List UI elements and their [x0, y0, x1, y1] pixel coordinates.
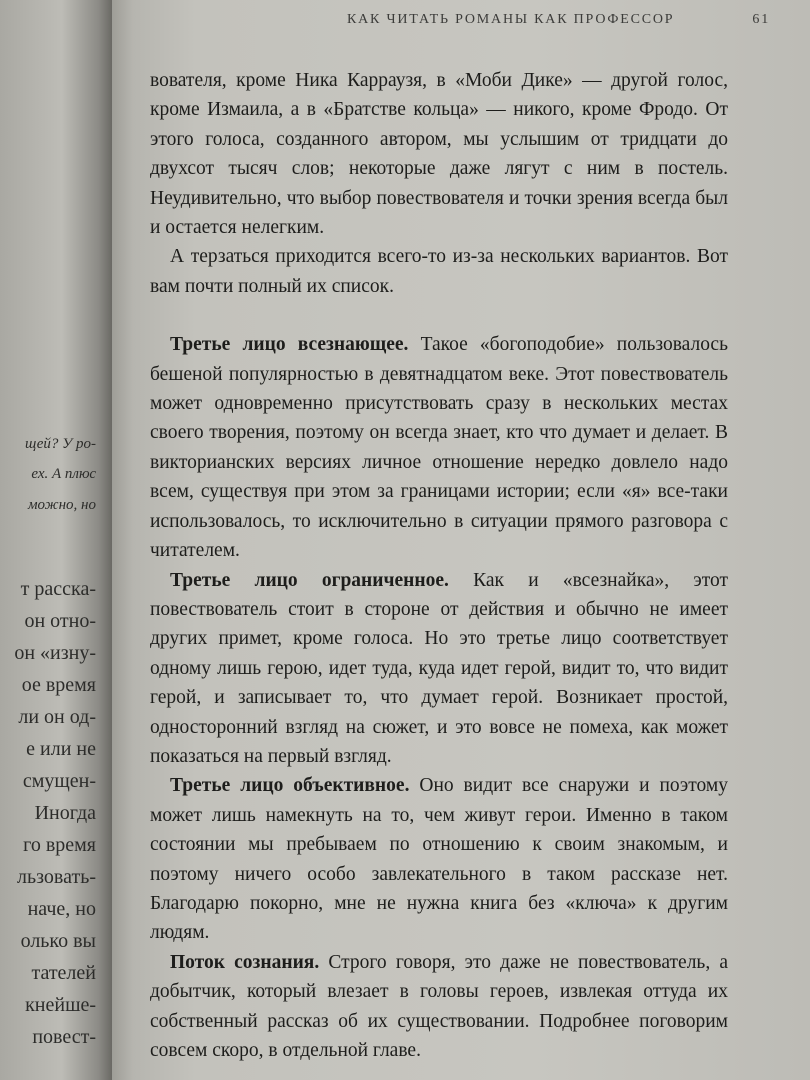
term-heading: Поток сознания. [170, 951, 320, 973]
term-description: Строго говоря, это даже не повествователь, а добытчик, который влезает в головы героев, извлекая оттуда их собственный рассказ об их существовании. Подробнее поговорим совсем скоро, в отдельной главе. [150, 951, 729, 1061]
left-page-line: олько вы [20, 930, 96, 952]
paragraph [150, 566, 728, 772]
term-description: Как и «всезнайка», этот повествователь стоит в стороне от действия и обычно не имеет других примет, кроме голоса. Но это третье лицо соответствует одному лишь герою, идет туда, куда идет герой, видит то, что видит герой, и записывает то, что думает герой. Возникает простой, односторонний взгляд на сюжет, и это вовсе не помеха, как может показаться на первый взгляд. [150, 569, 728, 767]
term-heading: Третье лицо объективное. [170, 775, 410, 797]
left-page-line: можно, но [27, 497, 96, 513]
left-page-line: щей? У ро- [25, 436, 96, 452]
term-heading: Третье лицо ограниченное. [170, 569, 449, 591]
body-text [150, 66, 728, 1065]
paragraph [150, 771, 728, 947]
left-page-line: повест- [32, 1026, 96, 1048]
page-number: 61 [752, 12, 770, 27]
paragraph: вователя, кроме Ника Карраузя, в «Моби Дике» — другой голос, кроме Измаила, а в «Братстве кольца» — никого, кроме Фродо. От этого голоса, созданного автором, мы услышим от тридцати до двухсот тысяч слов; некоторые даже лягут с ним в постель. Неудивительно, что выбор повествователя и точки зрения всегда был и остается нелегким. [150, 70, 728, 239]
left-page-line: льзовать- [17, 866, 96, 888]
left-page-line: ли он од- [18, 706, 96, 728]
paragraph [150, 330, 728, 565]
paragraph [150, 948, 728, 1066]
left-page [0, 0, 112, 1080]
left-page-line: ех. А плюс [31, 466, 96, 482]
left-page-line: тателей [31, 962, 96, 984]
left-page-line: он отно- [24, 610, 96, 632]
left-page-line: Иногда [34, 802, 96, 824]
paragraph-gap [150, 301, 728, 330]
term-description: Оно видит все снаружи и поэтому может лишь намекнуть на то, чем живут герои. Именно в таком состоянии мы пребываем по отношению к своим знакомым, и поэтому ничего особо завлекательного в таком рассказе нет. Благодарю покорно, мне не нужна книга без «ключа» к другим людям. [150, 775, 728, 944]
left-page-line: кнейше- [25, 994, 96, 1016]
running-header-title: КАК ЧИТАТЬ РОМАНЫ КАК ПРОФЕССОР [347, 12, 675, 27]
left-page-line: наче, но [27, 898, 96, 920]
left-page-line: ое время [21, 674, 96, 696]
term-description: Такое «богоподобие» пользовалось бешеной популярностью в девятнадцатом веке. Этот повествователь может одновременно присутствовать сразу в нескольких местах своего творения, поэтому он всегда знает, кто что думает и делает. В викторианских версиях личное отношение нередко довлело надо всем, существуя при этом за границами истории; если «я» все-таки использовалось, то исключительно в ситуации прямого разговора с читателем. [150, 334, 728, 562]
right-page [112, 0, 810, 1080]
running-header [347, 12, 770, 28]
left-page-line: он «изну- [14, 642, 96, 664]
left-page-line: смущен- [22, 770, 96, 792]
term-heading: Третье лицо всезнающее. [170, 334, 409, 356]
left-page-line: е или не [26, 738, 96, 760]
left-page-line: т расска- [20, 578, 96, 600]
left-page-line: го время [23, 834, 96, 856]
paragraph: А терзаться приходится всего-то из-за нескольких вариантов. Вот вам почти полный их список. [150, 246, 728, 297]
